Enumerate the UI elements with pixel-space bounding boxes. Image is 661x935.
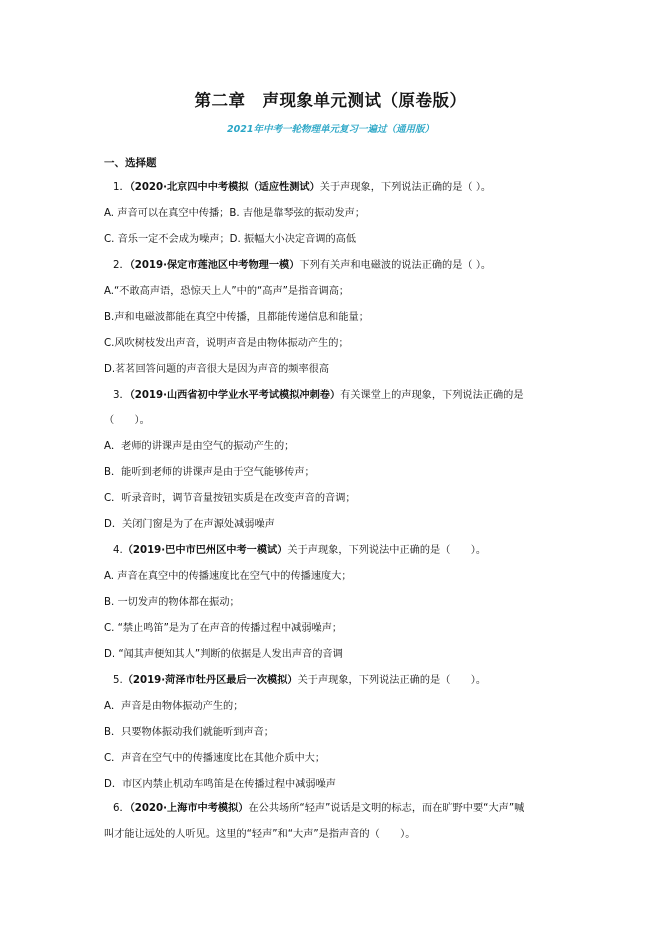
question-option: A. 声音在真空中的传播速度比在空气中的传播速度大； — [104, 571, 352, 582]
question-stem: 在公共场所“轻声”说话是文明的标志，而在旷野中要“大声”喊 — [248, 803, 525, 814]
question-number: 3． — [113, 390, 130, 401]
question-number: 2． — [113, 260, 130, 271]
question-source: （2019·保定市莲池区中考物理一模） — [129, 260, 300, 271]
question-option: B．只要物体振动我们就能听到声音； — [104, 727, 274, 738]
question-stem-continued: 叫才能让远处的人听见。这里的“轻声”和“大声”是指声音的（ ）。 — [104, 829, 416, 840]
question-option: D.茗茗回答问题的声音很大是因为声音的频率很高 — [104, 364, 330, 375]
document-title: 第二章 声现象单元测试（原卷版） — [194, 91, 467, 110]
question-4 — [113, 544, 486, 557]
question-option: D．市区内禁止机动车鸣笛是在传播过程中减弱噪声 — [104, 779, 336, 790]
question-option: D. “闻其声便知其人”判断的依据是人发出声音的音调 — [104, 649, 343, 660]
question-5 — [113, 674, 486, 687]
question-stem: 关于声现象，下列说法正确的是（ ）。 — [297, 675, 487, 686]
question-option: C. “禁止鸣笛”是为了在声音的传播过程中减弱噪声； — [104, 623, 343, 634]
question-source: （2019·巴中市巴州区中考一模试） — [122, 545, 288, 556]
question-number: 5. — [113, 675, 123, 686]
question-stem: 有关课堂上的声现象，下列说法正确的是 — [340, 390, 524, 401]
question-3 — [113, 389, 524, 402]
question-source: （2019·山西省初中学业水平考试模拟冲刺卷） — [129, 390, 341, 401]
question-option: C.风吹树枝发出声音，说明声音是由物体振动产生的； — [104, 338, 349, 349]
question-2 — [113, 259, 491, 272]
question-option: A．声音是由物体振动产生的； — [104, 701, 244, 712]
section-heading: 一、选择题 — [104, 157, 157, 169]
document-subtitle: 2021年中考一轮物理单元复习一遍过（通用版） — [227, 124, 434, 135]
question-number: 4. — [113, 545, 123, 556]
question-option: C．声音在空气中的传播速度比在其他介质中大； — [104, 753, 326, 764]
question-1 — [113, 181, 491, 194]
question-option: B．能听到老师的讲课声是由于空气能够传声； — [104, 467, 315, 478]
question-option: A. 声音可以在真空中传播；B. 吉他是靠琴弦的振动发声； — [104, 208, 366, 219]
question-option: C. 音乐一定不会成为噪声；D. 振幅大小决定音调的高低 — [104, 234, 357, 245]
question-source: （2020·北京四中中考模拟（适应性测试） — [129, 182, 320, 193]
question-6 — [113, 802, 524, 815]
question-stem: 下列有关声和电磁波的说法正确的是（ ）。 — [299, 260, 492, 271]
question-stem: 关于声现象，下列说法正确的是（ ）。 — [319, 182, 492, 193]
question-option: A．老师的讲课声是由空气的振动产生的； — [104, 441, 295, 452]
question-source: （2019·菏泽市牡丹区最后一次模拟） — [122, 675, 298, 686]
question-option: D．关闭门窗是为了在声源处减弱噪声 — [104, 519, 275, 530]
question-option: B.声和电磁波都能在真空中传播，且都能传递信息和能量； — [104, 312, 369, 323]
question-number: 6． — [113, 803, 130, 814]
question-option: A.“不敢高声语，恐惊天上人”中的“高声”是指音调高； — [104, 286, 350, 297]
question-option: C．听录音时，调节音量按钮实质是在改变声音的音调； — [104, 493, 356, 504]
question-source: （2020·上海市中考模拟） — [129, 803, 249, 814]
question-option: B. 一切发声的物体都在振动； — [104, 597, 240, 608]
question-number: 1． — [113, 182, 130, 193]
question-stem-continued: （ ）。 — [104, 415, 150, 426]
question-stem: 关于声现象，下列说法中正确的是（ ）。 — [287, 545, 487, 556]
